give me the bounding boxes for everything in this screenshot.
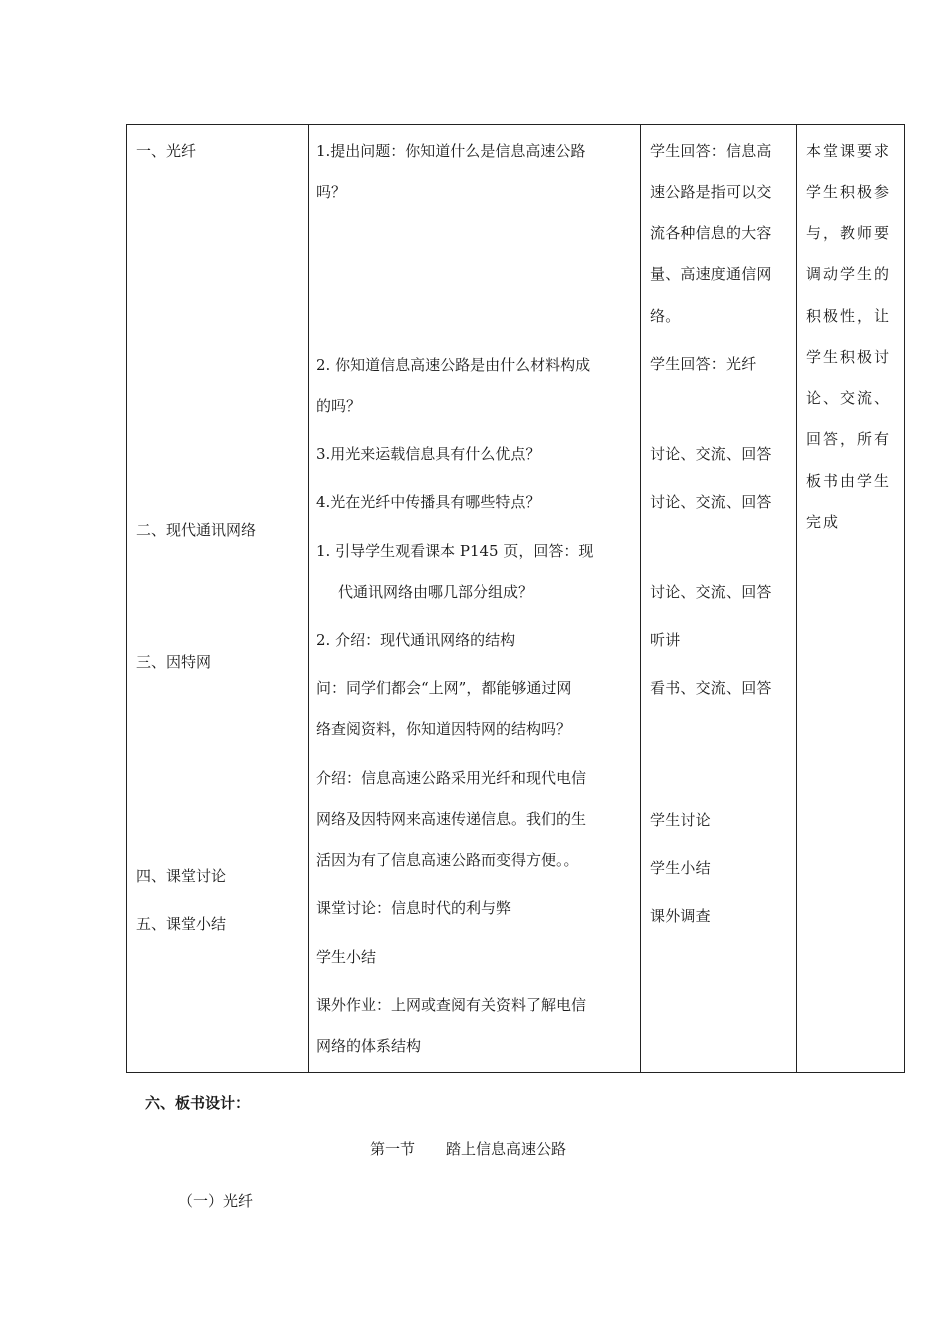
student-activity-line: 学生回答：信息高 <box>650 142 772 160</box>
column-divider <box>308 125 309 1072</box>
column-divider <box>640 125 641 1072</box>
student-activity-line: 听讲 <box>650 631 681 649</box>
student-activity-line: 讨论、交流、回答 <box>650 583 772 601</box>
note-line: 板书由学生 <box>806 472 892 490</box>
student-activity-line: 讨论、交流、回答 <box>650 445 772 463</box>
student-activity-line: 流各种信息的大容 <box>650 224 772 242</box>
teacher-activity-line: 代通讯网络由哪几部分组成？ <box>338 583 534 601</box>
teacher-activity-line: 活因为有了信息高速公路而变得方便。。 <box>316 851 579 869</box>
teacher-activity-line: 吗？ <box>316 183 347 201</box>
note-line: 论、交流、 <box>806 389 892 407</box>
teacher-activity-line: 的吗？ <box>316 397 362 415</box>
teacher-activity-line: 络查阅资料，你知道因特网的结构吗？ <box>316 720 572 738</box>
student-activity-line: 速公路是指可以交 <box>650 183 772 201</box>
teacher-activity-line: 1. 引导学生观看课本 P145 页，回答：现 <box>316 542 594 560</box>
note-line: 完成 <box>806 513 841 531</box>
note-line: 学生积极参 <box>806 183 892 201</box>
teacher-activity-line: 1.提出问题：你知道什么是信息高速公路 <box>316 142 586 160</box>
teacher-activity-line: 4.光在光纤中传播具有哪些特点？ <box>316 493 541 511</box>
section-heading: 二、现代通讯网络 <box>136 521 257 539</box>
teacher-activity-line: 3.用光来运载信息具有什么优点？ <box>316 445 541 463</box>
student-activity-line: 学生回答：光纤 <box>650 355 757 373</box>
teacher-activity-line: 介绍：信息高速公路采用光纤和现代电信 <box>316 769 587 787</box>
column-divider <box>796 125 797 1072</box>
teacher-activity-line: 学生小结 <box>316 948 377 966</box>
teacher-activity-line: 2. 你知道信息高速公路是由什么材料构成 <box>316 356 591 374</box>
board-section-label: 第一节 <box>370 1140 416 1158</box>
board-design-heading: 六、板书设计： <box>145 1094 251 1112</box>
board-first-item: （一）光纤 <box>178 1192 254 1210</box>
teacher-activity-line: 课堂讨论：信息时代的利与弊 <box>316 899 512 917</box>
note-line: 回答，所有 <box>806 430 892 448</box>
board-section-title: 踏上信息高速公路 <box>446 1140 567 1158</box>
note-line: 积极性，让 <box>806 307 892 325</box>
teacher-activity-line: 2. 介绍：现代通讯网络的结构 <box>316 631 516 649</box>
student-activity-line: 络。 <box>650 307 681 325</box>
note-line: 调动学生的 <box>806 265 892 283</box>
teacher-activity-line: 课外作业：上网或查阅有关资料了解电信 <box>316 996 587 1014</box>
student-activity-line: 课外调查 <box>650 907 711 925</box>
student-activity-line: 讨论、交流、回答 <box>650 493 772 511</box>
student-activity-line: 看书、交流、回答 <box>650 679 772 697</box>
student-activity-line: 量、高速度通信网 <box>650 265 772 283</box>
teacher-activity-line: 网络的体系结构 <box>316 1037 422 1055</box>
section-heading: 三、因特网 <box>136 653 212 671</box>
section-heading: 一、光纤 <box>136 142 197 160</box>
note-line: 本堂课要求 <box>806 142 892 160</box>
teacher-activity-line: 网络及因特网来高速传递信息。我们的生 <box>316 810 587 828</box>
student-activity-line: 学生小结 <box>650 859 711 877</box>
student-activity-line: 学生讨论 <box>650 811 711 829</box>
teacher-activity-line: 问：同学们都会“上网”，都能够通过网 <box>316 679 572 697</box>
note-line: 与，教师要 <box>806 224 892 242</box>
note-line: 学生积极讨 <box>806 348 892 366</box>
section-heading: 四、课堂讨论 <box>136 867 227 885</box>
section-heading: 五、课堂小结 <box>136 915 227 933</box>
